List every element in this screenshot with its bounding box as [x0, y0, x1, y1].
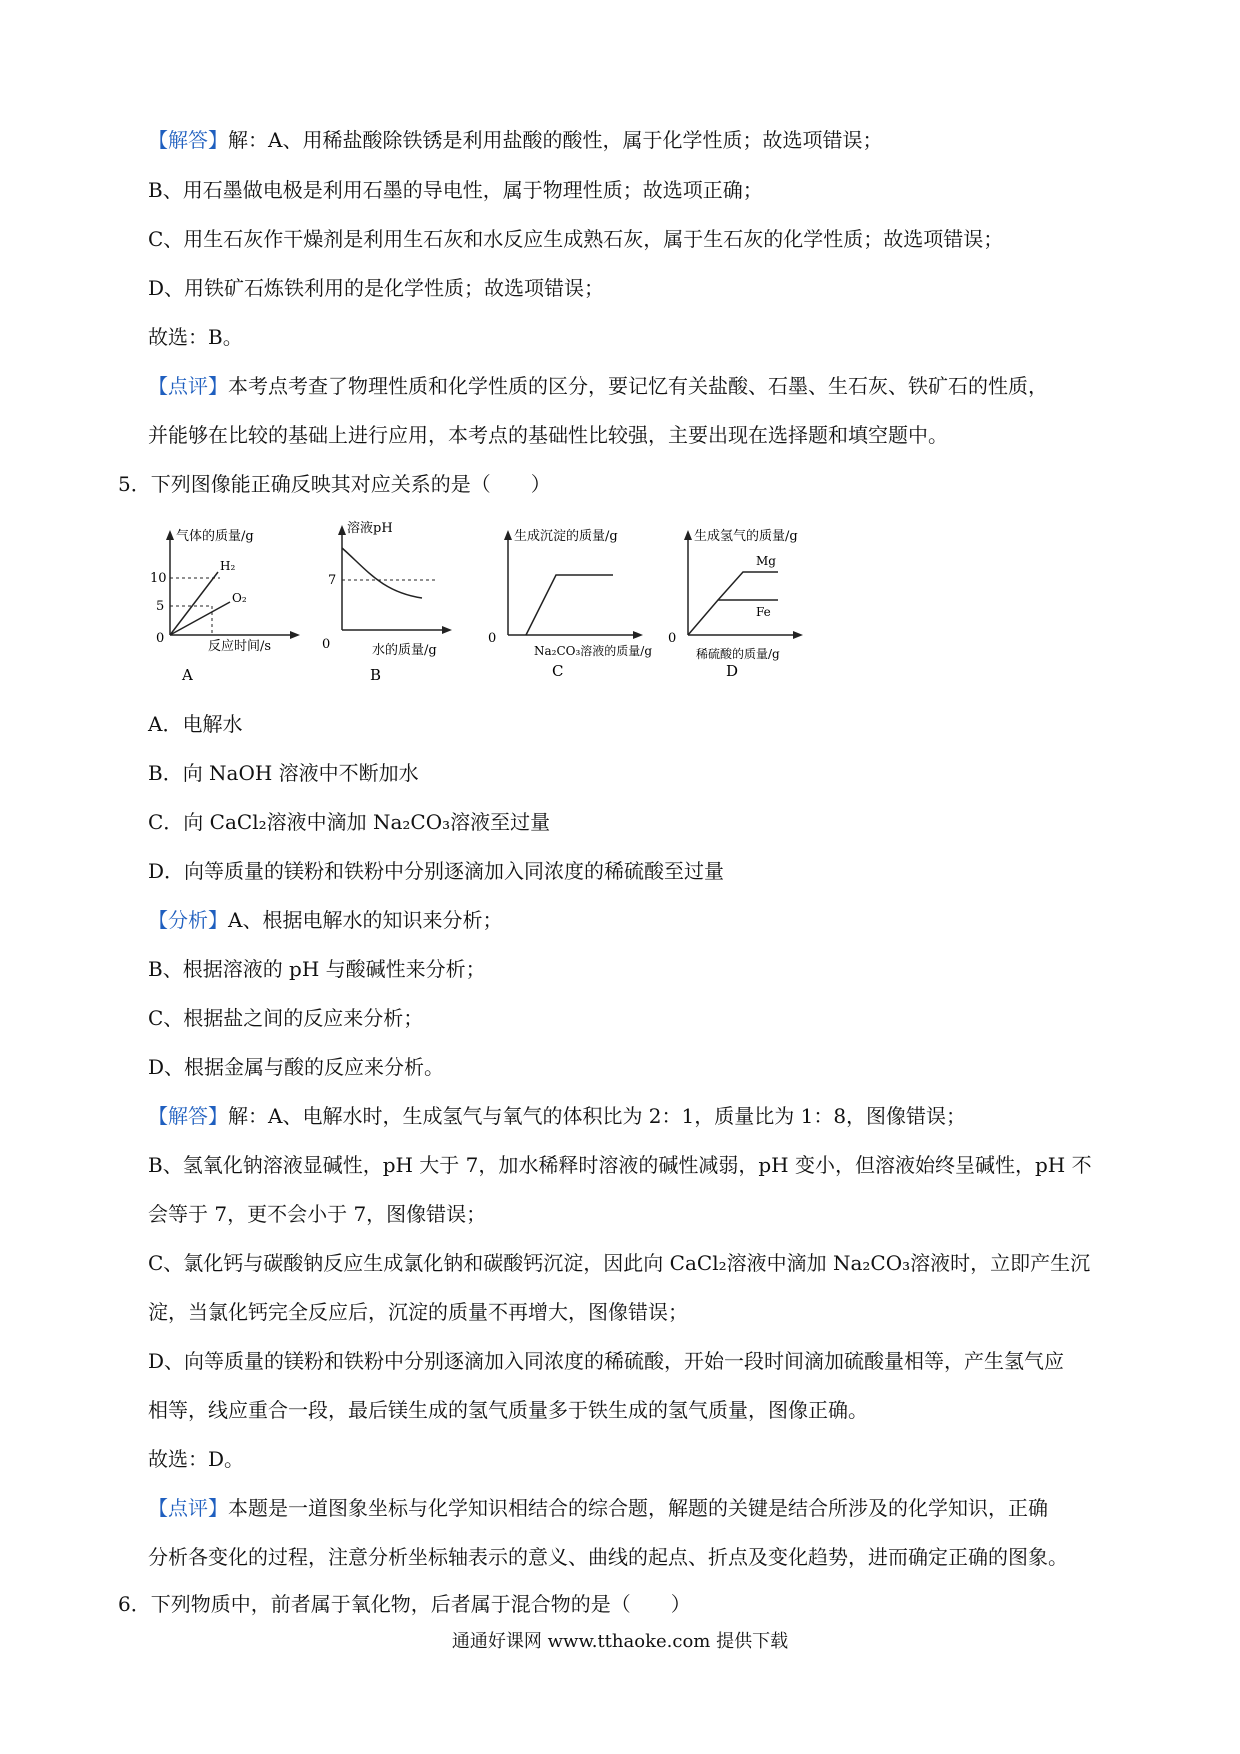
graph-a-origin: 0	[156, 631, 165, 646]
answer4-line-3: C、用生石灰作干燥剂是利用生石灰和水反应生成熟石灰，属于生石灰的化学性质；故选项错误；	[148, 227, 1004, 251]
answer-tag: 【解答】	[148, 1104, 228, 1128]
answer4-line-1: 【解答】解：A、用稀盐酸除铁锈是利用盐酸的酸性，属于化学性质；故选项错误；	[148, 128, 883, 152]
q5-option-a: A．电解水	[148, 712, 243, 736]
graph-c-ylabel: 生成沉淀的质量/g	[514, 529, 618, 544]
comment-tag: 【点评】	[148, 374, 228, 398]
answer4-line-5: 故选：B。	[148, 325, 243, 349]
graph-b-tick-7: 7	[328, 573, 337, 588]
q5-option-b: B．向 NaOH 溶液中不断加水	[148, 761, 419, 785]
answer5-line-3: 会等于 7，更不会小于 7，图像错误；	[148, 1202, 487, 1226]
answer5-line-5: 淀，当氯化钙完全反应后，沉淀的质量不再增大，图像错误；	[148, 1300, 688, 1324]
graph-b-letter: B	[370, 666, 382, 684]
graph-a-tick-5: 5	[156, 599, 165, 614]
graph-a	[150, 528, 300, 684]
graph-d-origin: 0	[668, 631, 677, 646]
graph-c-xlabel: Na₂CO₃溶液的质量/g	[534, 644, 653, 658]
graph-b-ph-curve	[342, 548, 422, 598]
graph-d-xlabel: 稀硫酸的质量/g	[696, 647, 780, 661]
graph-a-xlabel: 反应时间/s	[208, 639, 272, 654]
graph-b-origin: 0	[322, 637, 331, 652]
q5-stem: 5．下列图像能正确反映其对应关系的是（ ）	[118, 472, 551, 496]
analysis5-line-1: 【分析】A、根据电解水的知识来分析；	[148, 908, 503, 932]
comment5-line-1: 【点评】本题是一道图象坐标与化学知识相结合的综合题，解题的关键是结合所涉及的化学知识，正确	[148, 1496, 1048, 1520]
graph-d-ylabel: 生成氢气的质量/g	[694, 529, 798, 544]
analysis-tag: 【分析】	[148, 908, 228, 932]
graph-a-h2-line	[170, 572, 218, 635]
analysis5-line-4: D、根据金属与酸的反应来分析。	[148, 1055, 445, 1079]
q5-option-d: D．向等质量的镁粉和铁粉中分别逐滴加入同浓度的稀硫酸至过量	[148, 859, 725, 883]
graph-b	[322, 520, 452, 684]
comment-tag: 【点评】	[148, 1496, 228, 1520]
graph-a-tick-10: 10	[150, 571, 167, 586]
graph-c-origin: 0	[488, 631, 497, 646]
graph-a-ylabel: 气体的质量/g	[176, 529, 254, 544]
answer4-line-2: B、用石墨做电极是利用石墨的导电性，属于物理性质；故选项正确；	[148, 178, 763, 202]
answer5-line-1: 【解答】解：A、电解水时，生成氢气与氧气的体积比为 2：1，质量比为 1：8，图像错误；	[148, 1104, 967, 1128]
answer5-line-8: 故选：D。	[148, 1447, 245, 1471]
graph-b-ylabel: 溶液pH	[347, 521, 393, 536]
graph-c	[488, 528, 652, 680]
graph-a-letter: A	[182, 666, 193, 684]
comment4-line-1: 【点评】本考点考查了物理性质和化学性质的区分，要记忆有关盐酸、石墨、生石灰、铁矿石的性质，	[148, 374, 1048, 398]
comment5-line-2: 分析各变化的过程，注意分析坐标轴表示的意义、曲线的起点、折点及变化趋势，进而确定正确的图象。	[148, 1545, 1068, 1569]
answer5-line-6: D、向等质量的镁粉和铁粉中分别逐滴加入同浓度的稀硫酸，开始一段时间滴加硫酸量相等，产生氢气应	[148, 1349, 1065, 1373]
graph-c-letter: C	[552, 662, 564, 680]
q6-stem: 6．下列物质中，前者属于氧化物，后者属于混合物的是（ ）	[118, 1592, 691, 1616]
graph-d	[668, 528, 803, 680]
graph-b-xlabel: 水的质量/g	[372, 643, 437, 658]
q5-option-c: C．向 CaCl₂溶液中滴加 Na₂CO₃溶液至过量	[148, 810, 551, 834]
answer5-line-7: 相等，线应重合一段，最后镁生成的氢气质量多于铁生成的氢气质量，图像正确。	[148, 1398, 868, 1422]
analysis5-line-2: B、根据溶液的 pH 与酸碱性来分析；	[148, 957, 486, 981]
q5-graphs	[150, 520, 870, 690]
graph-d-letter: D	[726, 662, 739, 680]
comment4-line-2: 并能够在比较的基础上进行应用，本考点的基础性比较强，主要出现在选择题和填空题中。	[148, 423, 948, 447]
answer-tag: 【解答】	[148, 128, 228, 152]
graph-a-o2-label: O₂	[232, 591, 247, 605]
graph-d-mg-label: Mg	[756, 554, 776, 568]
analysis5-line-3: C、根据盐之间的反应来分析；	[148, 1006, 424, 1030]
page-footer: 通通好课网 www.tthaoke.com 提供下载	[451, 1631, 789, 1652]
graph-c-precipitate-line	[526, 575, 613, 635]
answer4-line-4: D、用铁矿石炼铁利用的是化学性质；故选项错误；	[148, 276, 605, 300]
answer5-line-2: B、氢氧化钠溶液显碱性，pH 大于 7，加水稀释时溶液的碱性减弱，pH 变小，但溶液始终呈碱性，pH 不	[148, 1153, 1092, 1177]
graph-a-o2-line	[170, 602, 230, 635]
graph-a-h2-label: H₂	[220, 559, 236, 573]
answer5-line-4: C、氯化钙与碳酸钠反应生成氯化钠和碳酸钙沉淀，因此向 CaCl₂溶液中滴加 Na₂CO₃溶液时，立即产生沉	[148, 1251, 1091, 1275]
graph-d-mg-line	[718, 572, 778, 600]
graph-d-fe-label: Fe	[756, 605, 771, 619]
